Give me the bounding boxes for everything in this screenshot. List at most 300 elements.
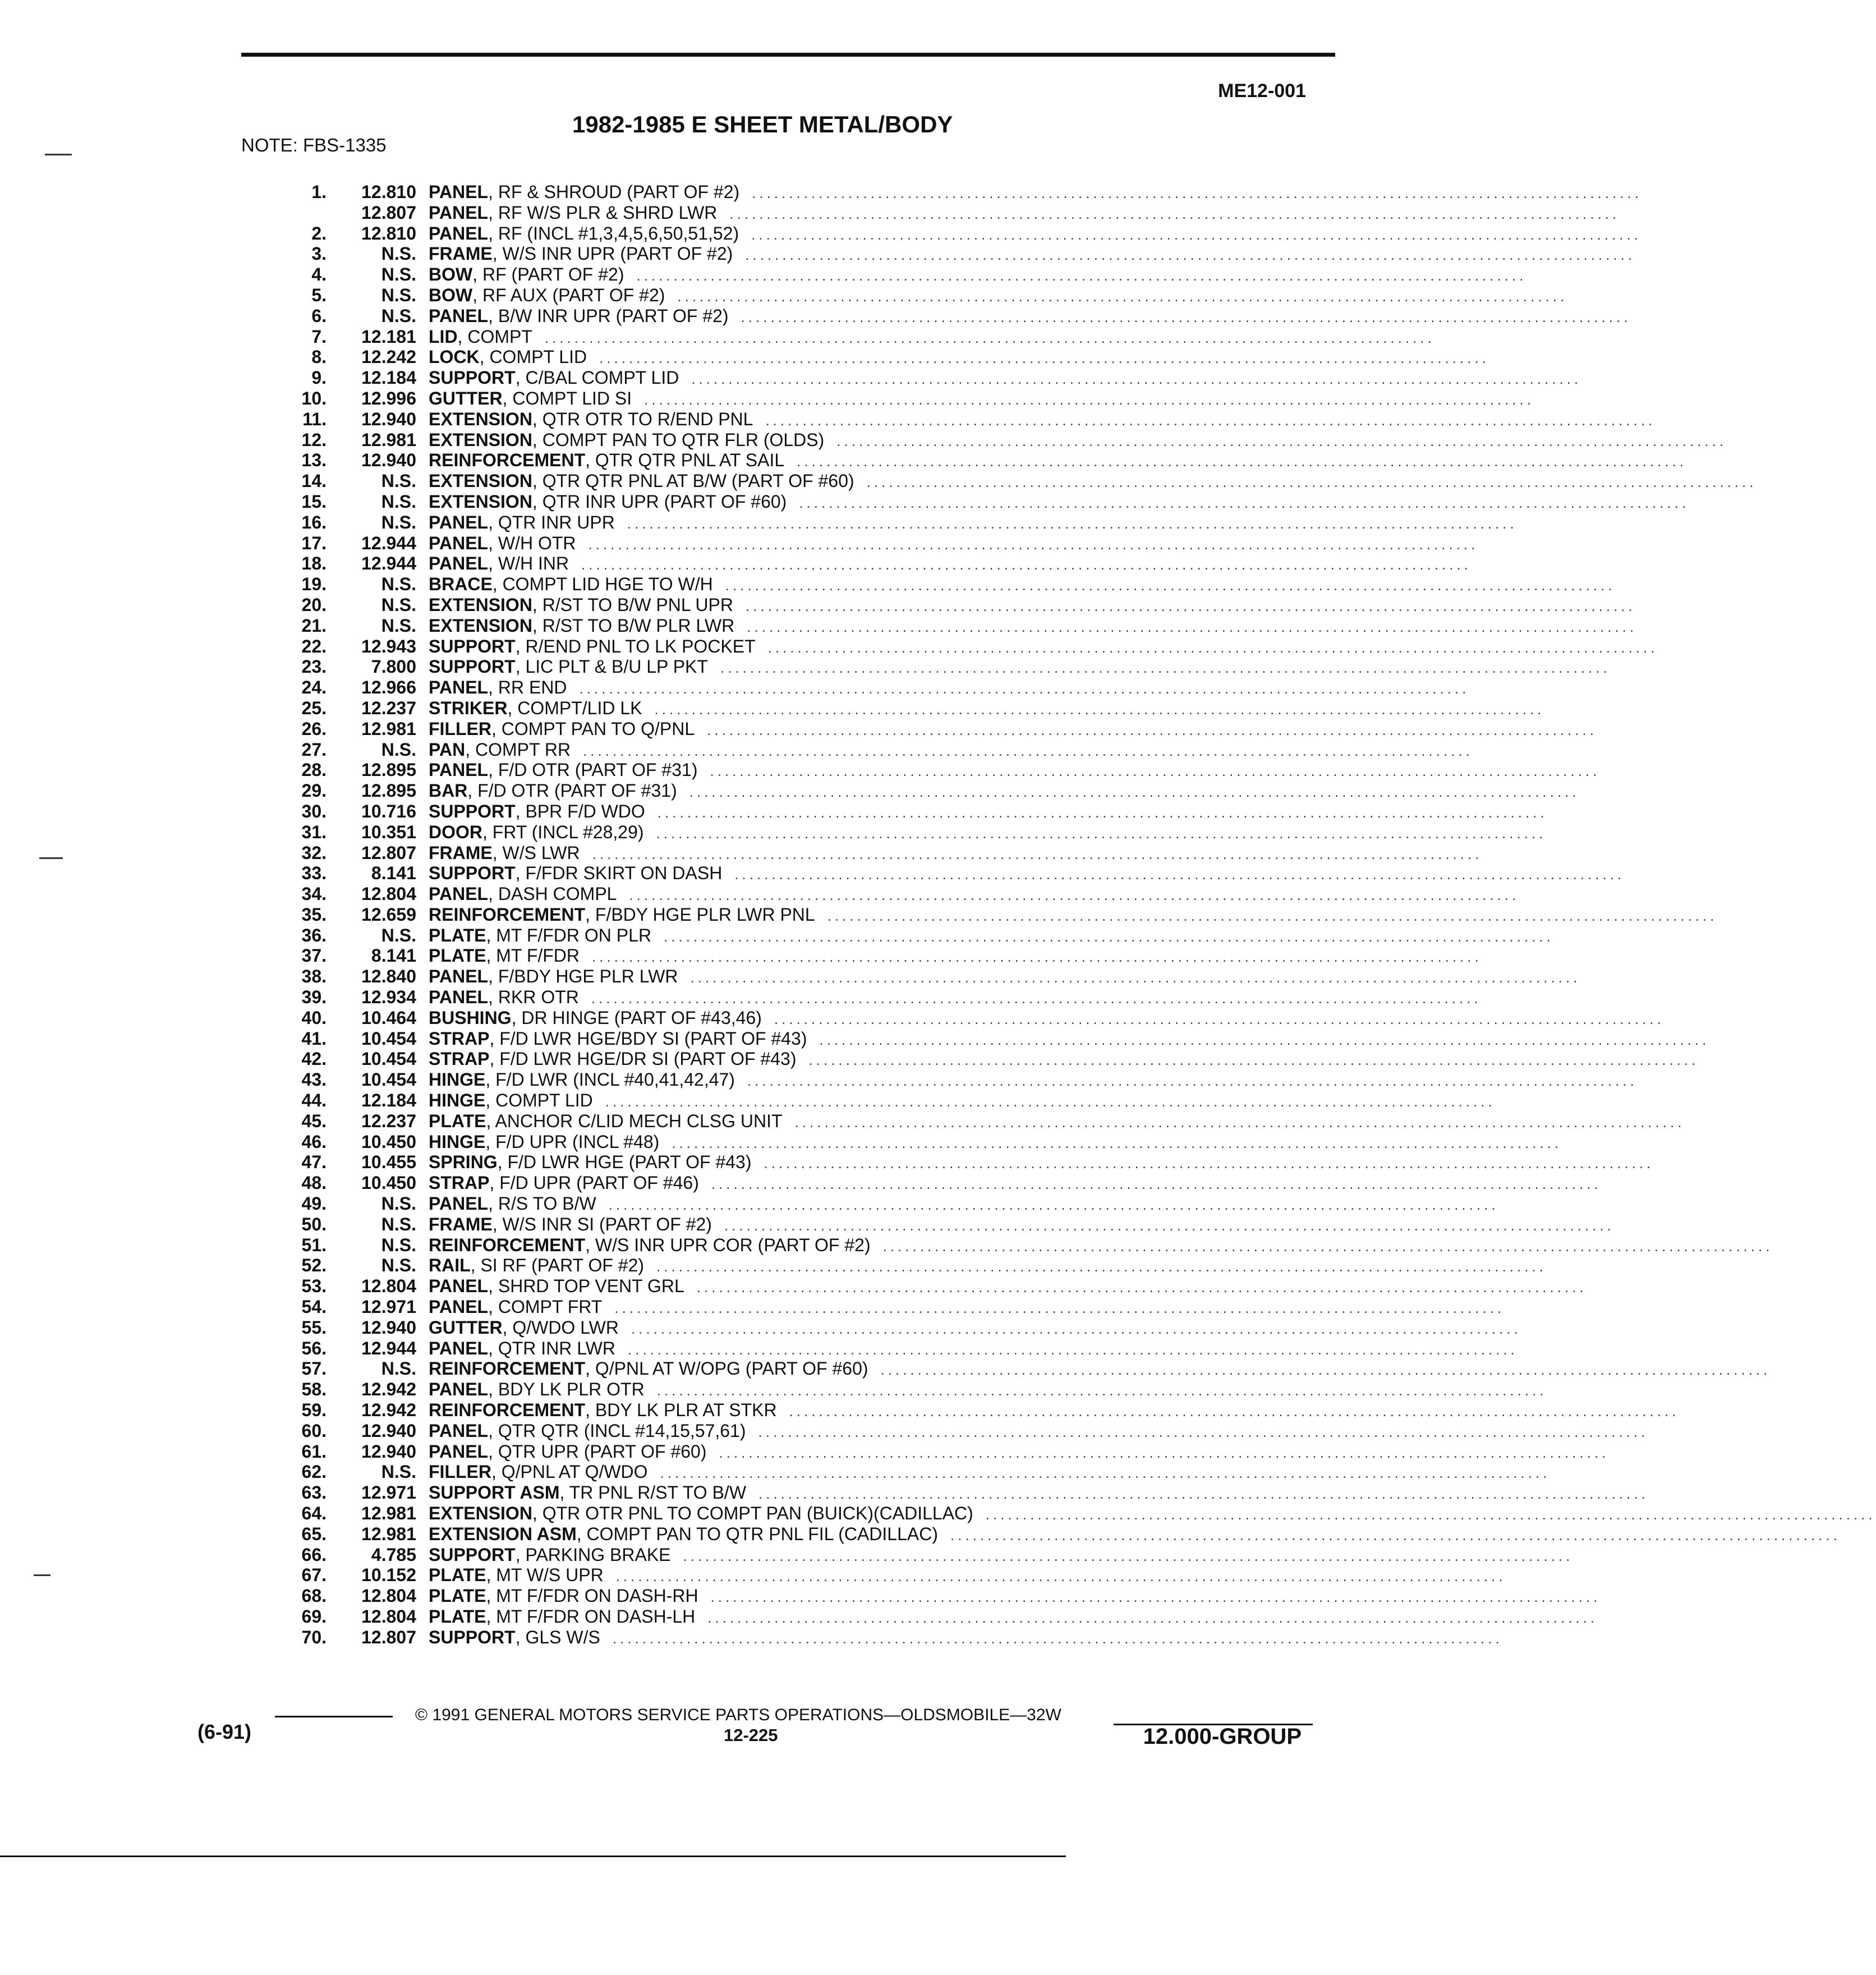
dot-leader: ........................................................................................................................ <box>691 370 1582 388</box>
part-description: , W/S INR UPR (PART OF #2) <box>492 244 733 264</box>
item-number: 36. <box>301 925 327 945</box>
part-description: , QTR QTR PNL AT B/W (PART OF #60) <box>532 471 854 492</box>
item-number: 27. <box>301 739 327 760</box>
part-name: REINFORCEMENT <box>429 1400 586 1421</box>
part-name: PLATE <box>429 945 486 966</box>
group-number: N.S. <box>381 244 416 264</box>
item-number: 4. <box>311 264 327 285</box>
group-number: 12.981 <box>361 429 416 450</box>
dot-leader: ........................................................................................................................ <box>581 556 1472 573</box>
footer-copyright: © 1991 GENERAL MOTORS SERVICE PARTS OPERATIONS—OLDSMOBILE—32W <box>415 1706 1061 1724</box>
part-name: BUSHING <box>429 1007 512 1028</box>
dot-leader: ........................................................................................................................ <box>719 1444 1610 1461</box>
dot-leader: ........................................................................................................................ <box>827 907 1718 924</box>
part-description: , RF & SHROUD (PART OF #2) <box>488 182 740 202</box>
part-description: , FRT (INCL #28,29) <box>482 821 644 842</box>
group-number: 12.810 <box>361 223 416 244</box>
dot-leader: ........................................................................................................................ <box>799 494 1690 511</box>
part-description: , COMPT LID <box>485 1090 593 1111</box>
dot-leader: ........................................................................................................................ <box>710 1588 1601 1606</box>
dot-leader: ........................................................................................................................ <box>608 1196 1499 1214</box>
item-number: 34. <box>301 884 327 904</box>
item-number: 64. <box>301 1503 327 1523</box>
item-number: 43. <box>301 1069 327 1090</box>
group-number: 12.804 <box>361 1606 416 1627</box>
item-number: 49. <box>301 1193 327 1214</box>
group-number: 10.716 <box>361 801 416 821</box>
parts-list-row <box>269 1090 1496 1111</box>
part-name: REINFORCEMENT <box>429 904 586 925</box>
part-description: , MT F/FDR ON DASH-RH <box>486 1586 698 1606</box>
part-name: BOW <box>429 284 473 305</box>
item-number: 19. <box>301 574 327 595</box>
dot-leader: ........................................................................................................................ <box>751 226 1641 243</box>
group-number: 12.184 <box>361 368 416 388</box>
part-description: , COMPT PAN TO Q/PNL <box>491 718 695 739</box>
parts-list-row <box>269 1627 1503 1648</box>
item-number: 39. <box>301 987 327 1008</box>
item-number: 16. <box>301 512 327 532</box>
dot-leader: ........................................................................................................................ <box>711 1175 1602 1193</box>
parts-list-row <box>269 202 1620 223</box>
part-name: STRAP <box>429 1049 490 1069</box>
group-number: 12.940 <box>361 1420 416 1441</box>
item-number: 69. <box>301 1606 327 1627</box>
part-name: EXTENSION <box>429 1503 532 1523</box>
parts-list-row <box>269 450 1687 471</box>
part-description: , COMPT FRT <box>488 1297 603 1317</box>
parts-list-row <box>269 553 1472 574</box>
part-description: , DASH COMPL <box>488 884 617 904</box>
dot-leader: ........................................................................................................................ <box>628 1340 1518 1358</box>
part-description: , F/BDY HGE PLR LWR PNL <box>585 904 815 925</box>
group-number: N.S. <box>381 1358 416 1379</box>
group-number: N.S. <box>381 1214 416 1234</box>
group-number: 12.942 <box>361 1400 416 1421</box>
item-number: 25. <box>301 697 327 718</box>
item-number: 47. <box>301 1152 327 1173</box>
parts-list-row <box>269 884 1520 904</box>
part-description: , RF AUX (PART OF #2) <box>472 284 665 305</box>
item-number: 18. <box>301 553 327 574</box>
item-number: 65. <box>301 1523 327 1544</box>
part-description: , BDY LK PLR AT STKR <box>585 1400 777 1421</box>
bottom-rule <box>0 1855 1066 1857</box>
part-name: BOW <box>429 264 473 285</box>
part-description: , F/D LWR HGE (PART OF #43) <box>497 1152 752 1173</box>
part-description: , TR PNL R/ST TO B/W <box>559 1482 747 1503</box>
item-number: 53. <box>301 1276 327 1297</box>
parts-list-row <box>269 347 1489 368</box>
parts-list-row <box>269 615 1638 636</box>
parts-list-row <box>269 223 1641 244</box>
parts-list-row <box>269 739 1473 760</box>
margin-mark <box>45 154 72 155</box>
group-number: 10.351 <box>361 821 416 842</box>
dot-leader: ........................................................................................................................ <box>797 453 1687 470</box>
parts-list-row <box>269 1049 1699 1069</box>
part-description: , QTR INR LWR <box>488 1338 616 1358</box>
page-title: 1982-1985 E SHEET METAL/BODY <box>572 111 953 137</box>
item-number: 3. <box>311 244 327 264</box>
group-number: 12.237 <box>361 697 416 718</box>
part-name: PANEL <box>429 677 489 698</box>
parts-list-row <box>269 408 1656 430</box>
dot-leader: ........................................................................................................................ <box>724 1216 1615 1234</box>
part-description: , F/D LWR (INCL #40,41,42,47) <box>485 1069 735 1090</box>
group-number: 12.981 <box>361 718 416 739</box>
part-name: FILLER <box>429 1462 491 1482</box>
group-number: N.S. <box>381 739 416 760</box>
dot-leader: ........................................................................................................................ <box>720 659 1611 677</box>
item-number: 1. <box>311 182 327 202</box>
item-number: 23. <box>301 656 327 677</box>
part-description: , RF W/S PLR & SHRD LWR <box>488 202 718 223</box>
part-description: , BDY LK PLR OTR <box>488 1379 645 1400</box>
dot-leader: ........................................................................................................................ <box>765 411 1656 429</box>
parts-list-row <box>269 1255 1547 1276</box>
dot-leader: ........................................................................................................................ <box>741 308 1631 325</box>
group-number: N.S. <box>381 1234 416 1255</box>
parts-list-row <box>269 1214 1615 1235</box>
group-number: 12.804 <box>361 1276 416 1297</box>
margin-mark <box>34 1574 50 1576</box>
part-description: , QTR OTR PNL TO COMPT PAN (BUICK)(CADILLAC) <box>532 1503 973 1523</box>
item-number: 51. <box>301 1234 327 1255</box>
part-name: STRAP <box>429 1028 490 1049</box>
item-number: 59. <box>301 1400 327 1421</box>
parts-list-row <box>269 429 1727 451</box>
part-description: , COMPT LID SI <box>502 388 632 408</box>
parts-list-row <box>269 1358 1771 1379</box>
parts-list-row <box>269 780 1580 801</box>
dot-leader: ........................................................................................................................ <box>950 1526 1841 1544</box>
part-name: PANEL <box>429 223 489 244</box>
part-description: , COMPT PAN TO QTR PNL FIL (CADILLAC) <box>576 1523 938 1544</box>
part-name: PANEL <box>429 202 489 223</box>
group-number: 10.454 <box>361 1028 416 1049</box>
group-number: 12.966 <box>361 677 416 698</box>
part-description: , W/S LWR <box>492 842 580 863</box>
group-number: N.S. <box>381 574 416 595</box>
footer-date: (6-91) <box>197 1720 252 1743</box>
item-number: 20. <box>301 594 327 615</box>
part-description: , MT F/FDR <box>486 945 580 966</box>
group-number: N.S. <box>381 615 416 636</box>
parts-list-row <box>269 305 1631 327</box>
parts-list-row <box>269 594 1636 616</box>
dot-leader: ........................................................................................................................ <box>583 742 1473 759</box>
dot-leader: ........................................................................................................................ <box>819 1031 1710 1048</box>
group-number: 12.659 <box>361 904 416 925</box>
part-name: SUPPORT <box>429 1544 516 1565</box>
group-number: 12.944 <box>361 532 416 553</box>
part-name: SUPPORT <box>429 863 516 884</box>
item-number: 50. <box>301 1214 327 1234</box>
dot-leader: ........................................................................................................................ <box>629 887 1520 904</box>
part-description: , R/ST TO B/W PLR LWR <box>532 615 735 636</box>
group-number: 12.940 <box>361 1317 416 1338</box>
item-number: 46. <box>301 1131 327 1152</box>
part-name: EXTENSION <box>429 408 532 429</box>
parts-list-row <box>269 1379 1547 1400</box>
part-name: PLATE <box>429 925 486 945</box>
part-description: , QTR QTR (INCL #14,15,57,61) <box>488 1420 746 1441</box>
part-name: PLATE <box>429 1586 486 1606</box>
group-number: 12.942 <box>361 1379 416 1400</box>
part-name: PANEL <box>429 532 489 553</box>
part-name: FRAME <box>429 244 493 264</box>
item-number: 9. <box>311 368 327 388</box>
dot-leader: ........................................................................................................................ <box>657 803 1548 821</box>
group-number: 12.807 <box>361 202 416 223</box>
document-note: NOTE: FBS-1335 <box>241 135 387 155</box>
group-number: 12.971 <box>361 1482 416 1503</box>
part-description: , F/D OTR (PART OF #31) <box>488 760 698 780</box>
group-number: 12.940 <box>361 408 416 429</box>
item-number: 61. <box>301 1441 327 1462</box>
part-name: PANEL <box>429 1276 489 1297</box>
part-description: , MT F/FDR ON DASH-LH <box>486 1606 696 1627</box>
part-name: REINFORCEMENT <box>429 1234 586 1255</box>
dot-leader: ........................................................................................................................ <box>710 763 1601 780</box>
dot-leader: ........................................................................................................................ <box>660 1464 1551 1482</box>
part-description: , ANCHOR C/LID MECH CLSG UNIT <box>486 1110 783 1131</box>
group-number: 4.785 <box>371 1544 416 1565</box>
part-name: BRACE <box>429 574 493 595</box>
parts-list-row <box>269 697 1545 719</box>
parts-list-row <box>269 760 1601 780</box>
parts-list-row <box>269 966 1581 987</box>
item-number: 68. <box>301 1586 327 1606</box>
group-number: 10.450 <box>361 1173 416 1193</box>
item-number: 28. <box>301 760 327 780</box>
parts-list-row <box>269 821 1547 843</box>
dot-leader: ........................................................................................................................ <box>631 1320 1521 1337</box>
group-number: 12.804 <box>361 884 416 904</box>
part-name: SUPPORT <box>429 656 516 677</box>
item-number: 22. <box>301 636 327 656</box>
parts-list-row <box>269 368 1582 388</box>
parts-list-row <box>269 718 1597 740</box>
group-number: N.S. <box>381 1462 416 1482</box>
part-description: , GLS W/S <box>515 1627 600 1647</box>
part-name: PANEL <box>429 1338 489 1358</box>
part-name: EXTENSION <box>429 429 532 450</box>
part-description: , F/D OTR (PART OF #31) <box>467 780 677 801</box>
parts-list-row <box>269 1482 1649 1503</box>
parts-list-row <box>269 574 1616 595</box>
part-name: PLATE <box>429 1565 486 1586</box>
dot-leader: ........................................................................................................................ <box>690 969 1581 986</box>
parts-list-row <box>269 244 1636 264</box>
parts-list-row <box>269 1131 1562 1152</box>
item-number: 21. <box>301 615 327 636</box>
part-description: , QTR UPR (PART OF #60) <box>488 1441 707 1462</box>
parts-list-row <box>269 1069 1638 1090</box>
item-number: 44. <box>301 1090 327 1111</box>
group-number: N.S. <box>381 264 416 285</box>
group-number: 8.141 <box>371 945 416 966</box>
group-number: 12.810 <box>361 182 416 202</box>
part-description: , F/D LWR HGE/BDY SI (PART OF #43) <box>489 1028 807 1049</box>
part-name: GUTTER <box>429 1317 503 1338</box>
parts-list-row <box>269 1420 1649 1441</box>
group-number: N.S. <box>381 491 416 512</box>
part-description: , R/ST TO B/W PNL UPR <box>532 594 733 615</box>
item-number: 15. <box>301 491 327 512</box>
parts-list-row <box>269 532 1479 554</box>
parts-list-row <box>269 1586 1601 1606</box>
margin-mark <box>39 857 63 859</box>
part-description: , COMPT PAN TO QTR FLR (OLDS) <box>532 429 825 450</box>
part-name: PLATE <box>429 1110 486 1131</box>
part-name: SUPPORT <box>429 1627 516 1647</box>
dot-leader: ........................................................................................................................ <box>747 618 1638 635</box>
group-number: 12.895 <box>361 780 416 801</box>
dot-leader: ........................................................................................................................ <box>725 577 1616 594</box>
group-number: 10.152 <box>361 1565 416 1586</box>
item-number: 32. <box>301 842 327 863</box>
part-description: , DR HINGE (PART OF #43,46) <box>511 1007 762 1028</box>
item-number: 2. <box>311 223 327 244</box>
dot-leader: ........................................................................................................................ <box>588 535 1479 553</box>
part-description: , Q/PNL AT W/OPG (PART OF #60) <box>585 1358 868 1379</box>
part-name: FRAME <box>429 1214 493 1234</box>
part-name: REINFORCEMENT <box>429 450 586 471</box>
part-description: , W/H INR <box>488 553 569 574</box>
parts-list-row <box>269 1110 1685 1132</box>
dot-leader: ........................................................................................................................ <box>612 1629 1503 1647</box>
part-name: PANEL <box>429 512 489 532</box>
group-number: 12.237 <box>361 1110 416 1131</box>
parts-list-row <box>269 1173 1602 1193</box>
item-number: 26. <box>301 718 327 739</box>
group-number: 12.981 <box>361 1523 416 1544</box>
item-number: 63. <box>301 1482 327 1503</box>
parts-list-row <box>269 945 1482 966</box>
parts-list-row <box>269 925 1554 946</box>
parts-list <box>269 182 1876 1648</box>
item-number: 40. <box>301 1007 327 1028</box>
item-number: 54. <box>301 1297 327 1317</box>
parts-list-row <box>269 987 1482 1008</box>
dot-leader: ........................................................................................................................ <box>866 474 1757 491</box>
part-name: PANEL <box>429 1379 489 1400</box>
group-number: N.S. <box>381 925 416 945</box>
part-name: SPRING <box>429 1152 498 1173</box>
group-number: 12.807 <box>361 1627 416 1647</box>
part-name: EXTENSION ASM <box>429 1523 577 1544</box>
item-number: 62. <box>301 1462 327 1482</box>
group-number: 12.971 <box>361 1297 416 1317</box>
item-number: 48. <box>301 1173 327 1193</box>
parts-list-row <box>269 636 1658 657</box>
group-number: N.S. <box>381 471 416 492</box>
group-number: 12.996 <box>361 388 416 408</box>
dot-leader: ........................................................................................................................ <box>614 1299 1505 1317</box>
footer-group: 12.000-GROUP <box>1143 1724 1302 1749</box>
group-number: 12.943 <box>361 636 416 656</box>
dot-leader: ........................................................................................................................ <box>794 1113 1685 1131</box>
part-description: , F/D UPR (PART OF #46) <box>489 1173 699 1193</box>
parts-list-row <box>269 264 1527 285</box>
parts-list-row <box>269 1338 1518 1359</box>
parts-list-row <box>269 1606 1598 1627</box>
parts-list-row <box>269 1462 1551 1482</box>
parts-list-row <box>269 1400 1680 1421</box>
part-description: , COMPT <box>457 326 532 347</box>
dot-leader: ........................................................................................................................ <box>677 287 1568 305</box>
item-number: 55. <box>301 1317 327 1338</box>
item-number: 8. <box>311 347 327 368</box>
part-description: , SI RF (PART OF #2) <box>470 1255 645 1276</box>
dot-leader: ........................................................................................................................ <box>664 927 1554 945</box>
part-name: PANEL <box>429 182 489 202</box>
item-number: 45. <box>301 1110 327 1131</box>
part-name: BAR <box>429 780 468 801</box>
dot-leader: ........................................................................................................................ <box>654 700 1545 718</box>
item-number: 17. <box>301 532 327 553</box>
dot-leader: ........................................................................................................................ <box>696 1279 1587 1296</box>
group-number: 12.807 <box>361 842 416 863</box>
group-number: 10.454 <box>361 1049 416 1069</box>
part-name: STRAP <box>429 1173 490 1193</box>
item-number: 52. <box>301 1255 327 1276</box>
part-description: , Q/WDO LWR <box>502 1317 619 1338</box>
item-number: 42. <box>301 1049 327 1069</box>
part-description: , PARKING BRAKE <box>515 1544 671 1565</box>
group-number: 12.895 <box>361 760 416 780</box>
part-name: HINGE <box>429 1069 486 1090</box>
item-number: 38. <box>301 966 327 987</box>
parts-list-row <box>269 1503 1876 1524</box>
part-name: FILLER <box>429 718 491 739</box>
parts-list-row <box>269 1152 1654 1173</box>
part-description: , B/W INR UPR (PART OF #2) <box>488 305 729 326</box>
part-description: , W/H OTR <box>488 532 576 553</box>
group-number: N.S. <box>381 512 416 532</box>
dot-leader: ........................................................................................................................ <box>758 1423 1649 1440</box>
part-name: SUPPORT <box>429 368 516 388</box>
part-name: RAIL <box>429 1255 471 1276</box>
item-number: 33. <box>301 863 327 884</box>
parts-list-row <box>269 1007 1665 1028</box>
group-number: 12.181 <box>361 326 416 347</box>
parts-list-row <box>269 1441 1610 1462</box>
part-name: SUPPORT <box>429 636 516 656</box>
parts-list-row <box>269 1193 1499 1214</box>
part-name: PANEL <box>429 1193 489 1214</box>
item-number: 41. <box>301 1028 327 1049</box>
group-number: 12.940 <box>361 450 416 471</box>
dot-leader: ........................................................................................................................ <box>880 1361 1771 1379</box>
part-description: , F/BDY HGE PLR LWR <box>488 966 678 987</box>
part-description: , RKR OTR <box>488 987 579 1008</box>
part-description: , W/S INR UPR COR (PART OF #2) <box>585 1234 871 1255</box>
part-description: , MT F/FDR ON PLR <box>486 925 652 945</box>
group-number: 7.800 <box>371 656 416 677</box>
part-name: SUPPORT ASM <box>429 1482 560 1503</box>
group-number: 12.944 <box>361 553 416 574</box>
parts-list-row <box>269 491 1690 512</box>
part-name: PANEL <box>429 1441 489 1462</box>
dot-leader: ........................................................................................................................ <box>591 990 1482 1007</box>
part-description: , LIC PLT & B/U LP PKT <box>515 656 708 677</box>
group-number: 12.944 <box>361 1338 416 1358</box>
dot-leader: ........................................................................................................................ <box>599 350 1489 367</box>
dot-leader: ........................................................................................................................ <box>774 1010 1665 1027</box>
